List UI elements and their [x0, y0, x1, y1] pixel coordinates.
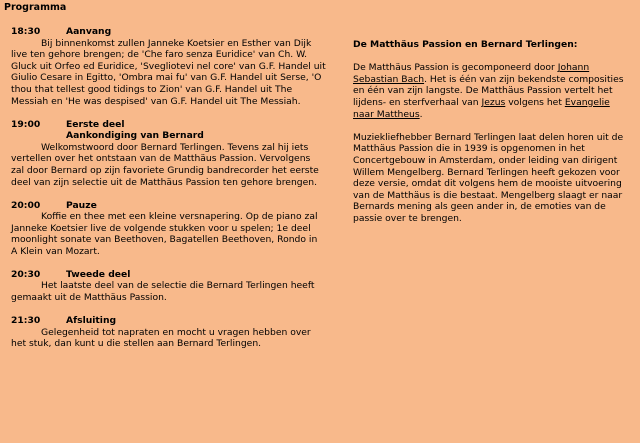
program-item-head: [11, 26, 326, 38]
program-heading: Eerste deel: [66, 118, 125, 130]
intro-text: .: [419, 108, 423, 120]
info-column: [353, 39, 633, 236]
program-item-head: [11, 269, 326, 281]
program-item-2130: [11, 315, 326, 350]
program-heading: Pauze: [66, 199, 97, 211]
bernard-paragraph: Muziekliefhebber Bernard Terlingen laat delen horen uit de Matthäus Passion die in 1939 is opgenomen in het Concertgebouw in Amsterdam, onder leiding van dirigent Willem Mengelberg. Bernard Terlingen heeft gekozen voor deze versie, omdat dit volgens hem de mooiste uitvoering van de Matthäus is die bestaat. Mengelberg slaagt er naar Bernards mening als geen ander in, de emoties van de passie over te brengen.: [353, 131, 624, 224]
program-item-head: [11, 119, 326, 131]
program-heading: Afsluiting: [66, 315, 117, 327]
program-text: Welkomstwoord door Bernard Terlingen. Tevens zal hij iets vertellen over het ontstaan van de Matthäus Passion. Vervolgens zal door Bernard op zijn favoriete Grundig bandrecorder het eerste deel van zijn selectie uit de Matthäus Passion ten gehore brengen.: [11, 141, 319, 188]
program-item-2030: [11, 269, 326, 304]
program-time: 21:30: [11, 315, 41, 327]
intro-text: . Het is één van zijn bekendste composities en één van zijn langste. De Matthäus Passion vertelt het lijdens- en sterfverhaal van: [353, 73, 624, 108]
program-item-1900: [11, 119, 326, 189]
bach-link[interactable]: Johann Sebastian Bach: [353, 62, 590, 85]
program-time: 20:30: [11, 268, 41, 280]
section-title: De Matthäus Passion en Bernard Terlingen:: [353, 39, 578, 50]
program-time: 18:30: [11, 26, 41, 37]
program-text: Gelegenheid tot napraten en mocht u vragen hebben over het stuk, dan kunt u die stellen aan Bernard Terlingen.: [11, 326, 311, 350]
program-text: Het laatste deel van de selectie die Bernard Terlingen heeft gemaakt uit de Matthäus Passion.: [11, 280, 315, 304]
program-item-1830: [11, 26, 326, 107]
jezus-link[interactable]: Jezus: [481, 96, 506, 108]
intro-paragraph: [353, 62, 633, 120]
program-item-2000: [11, 200, 326, 258]
program-heading: Aanvang: [66, 26, 112, 37]
page-title: Programma: [4, 2, 67, 13]
evangelie-link[interactable]: Evangelie naar Mattheus: [353, 96, 610, 120]
program-column: [11, 26, 326, 361]
intro-text: De Matthäus Passion is gecomponeerd door: [353, 62, 558, 74]
program-heading: Tweede deel: [66, 268, 131, 280]
program-text: Koffie en thee met een kleine versnapering. Op de piano zal Janneke Koetsier live de volgende stukken voor u spelen; 1e deel moonlight sonate van Beethoven, Bagatellen Beethoven, Rondo in A Klein van Mozart.: [11, 211, 318, 257]
program-item-head: [11, 315, 326, 327]
program-text: Bij binnenkomst zullen Janneke Koetsier en Esther van Dijk live ten gehore brengen; de 'Che faro senza Euridice' van Ch. W. Gluck uit Orfeo ed Euridice, 'Svegliotevi nel core' van G.F. Handel uit Giulio Cesare in Egitto, 'Ombra mai fu' van G.F. Handel uit Serse, 'O thou that tellest good tidings to Zion' van G.F. Handel uit The Messiah en 'He was despised' van G.F. Handel uit The Messiah.: [11, 37, 326, 107]
program-time: 19:00: [11, 118, 41, 130]
intro-text: volgens het: [505, 96, 565, 108]
program-subheading: Aankondiging van Bernard: [66, 130, 204, 142]
program-item-head: [11, 200, 326, 212]
program-time: 20:00: [11, 199, 41, 211]
